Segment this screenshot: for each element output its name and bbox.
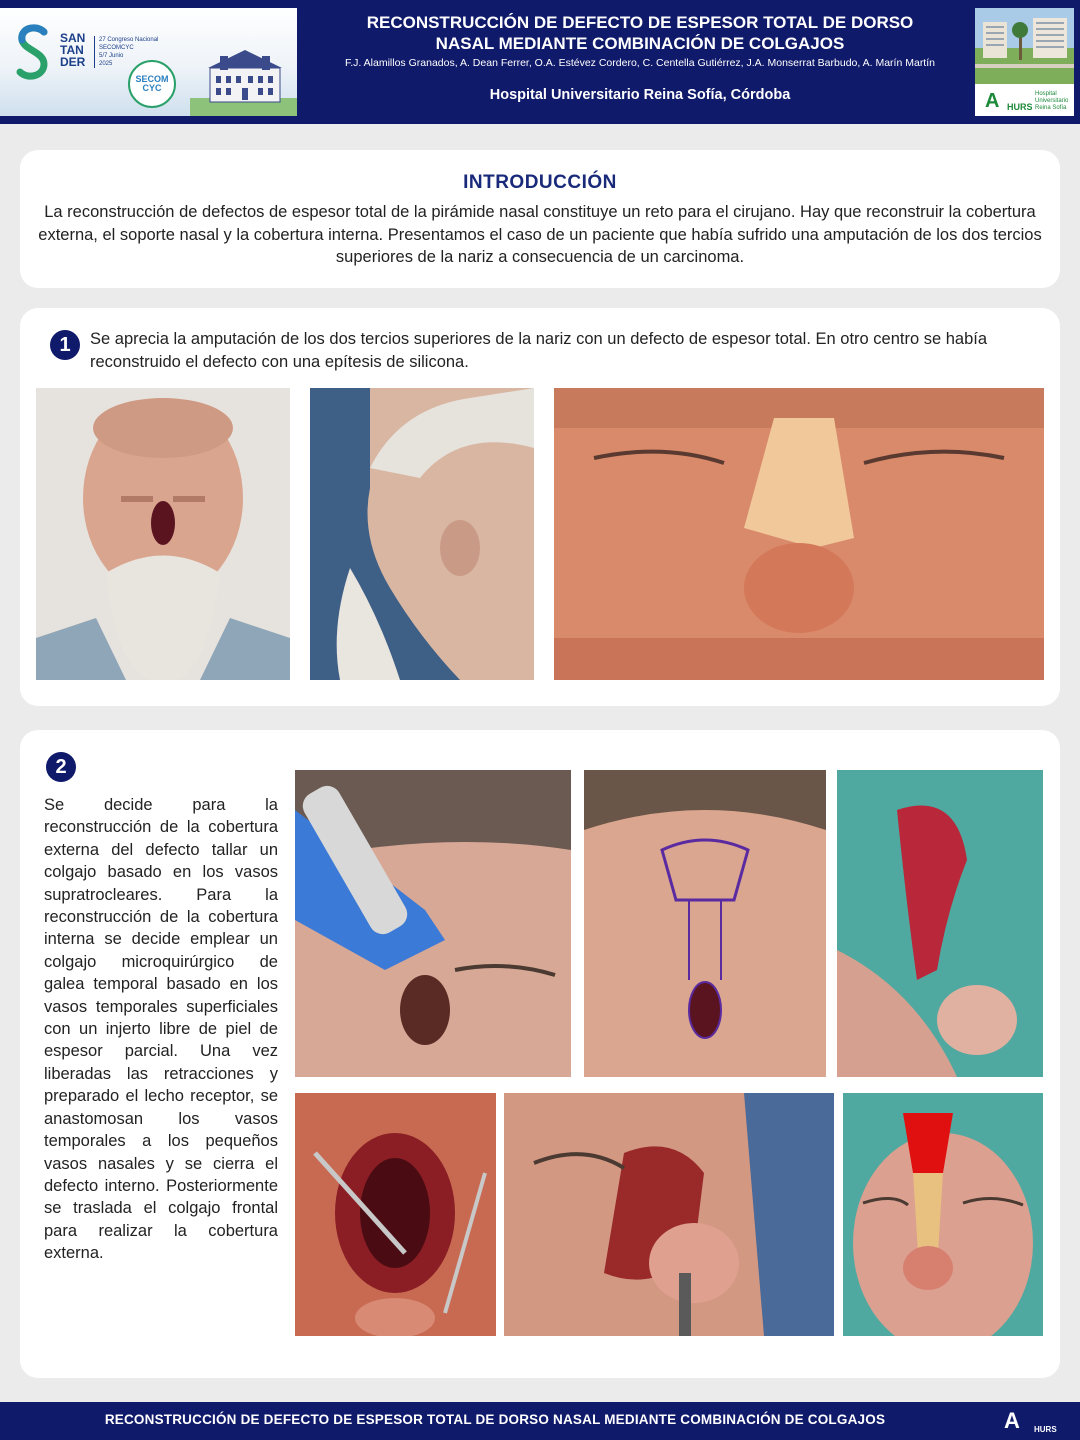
section-2-card [20,730,1060,1378]
palace-illustration [190,38,297,116]
internal-lining-surgery-photo [295,1093,496,1336]
hurs-name-line-3: Reina Sofía [1035,105,1067,111]
introduction-card [20,150,1060,288]
hurs-name-line-1: Hospital [1035,91,1057,97]
society-line-2: CYC [142,83,162,93]
authors-list: F.J. Alamillos Granados, A. Dean Ferrer, O.A. Estévez Cordero, C. Centella Gutiérrez, J.A. Monserrat Barbudo, A. Marín Martín [345,57,935,69]
andalusia-a-icon: A [985,90,1000,112]
section-1-number-badge: 1 [50,330,80,360]
introduction-title: INTRODUCCIÓN [463,172,617,193]
section-2-number-badge: 2 [46,752,76,782]
congress-line-3: 5/7 Junio [99,53,124,59]
poster-header [0,0,1080,124]
section-2-text: Se decide para la reconstrucción de la cobertura externa del defecto tallar un colgajo basado en los vasos supratrocleares. Para la reconstrucción de la cobertura interna se decide emplear un colgajo microquirúrgico de galea temporal basado en los vasos temporales superficiales con un injerto libre de piel de espesor parcial. Una vez liberadas las retracciones y preparado el lecho receptor, se anastomosan los vasos temporales a los pequeños vasos nasales y se cierra el defecto interno. Posteriormente se traslada el colgajo frontal para realizar la cobertura externa. [44,796,278,1263]
city-line-1: SAN [60,31,86,45]
microvascular-anastomosis-photo [504,1093,834,1336]
city-line-2: TAN [60,43,84,57]
hurs-acronym: HURS [1007,102,1033,112]
hurs-fullname [1035,91,1068,112]
footer-hurs-logo [1004,1408,1070,1436]
silicone-epithesis-closeup-photo [554,388,1044,680]
forehead-flap-design-photo [584,770,826,1077]
santander-wordmark [60,32,90,68]
poster-title-line-2: NASAL MEDIANTE COMBINACIÓN DE COLGAJOS [435,34,845,53]
section-1-text: Se aprecia la amputación de los dos tercios superiores de la nariz con un defecto de espesor total. En otro centro se había reconstruido el defecto con una epítesis de silicona. [90,330,988,371]
section-1-card [20,308,1060,706]
santander-s-icon [14,24,52,82]
poster-title-line-1: RECONSTRUCCIÓN DE DEFECTO DE ESPESOR TOTAL DE DORSO [366,13,914,32]
hurs-wordmark [979,88,1070,114]
secomcyc-seal [128,60,176,108]
society-line-1: SECOM [135,74,169,84]
frontal-flap-transfer-photo [843,1093,1043,1336]
congress-logo [0,8,297,116]
poster-footer [0,1402,1080,1440]
hospital-logo [975,8,1074,116]
congress-line-4: 2025 [99,61,113,67]
doppler-vessel-mapping-photo [295,770,571,1077]
footer-hurs-acronym: HURS [1034,1425,1057,1434]
footer-title: RECONSTRUCCIÓN DE DEFECTO DE ESPESOR TOTAL DE DORSO NASAL MEDIANTE COMBINACIÓN DE COLGAJOS [104,1412,886,1427]
congress-line-2: SECOMCYC [99,45,134,51]
congress-line-1: 27 Congreso Nacional [99,37,159,43]
hospital-name: Hospital Universitario Reina Sofía, Córdoba [489,87,791,103]
temporal-galea-flap-photo [837,770,1043,1077]
poster-title [310,12,970,54]
andalusia-a-icon: A [1004,1408,1020,1433]
patient-profile-photo [310,388,534,680]
hospital-building-photo [975,8,1074,84]
hurs-name-line-2: Universitario [1035,98,1069,104]
introduction-text: La reconstrucción de defectos de espesor total de la pirámide nasal constituye un reto para el cirujano. Hay que reconstruir la cobertura externa, el soporte nasal y la cobertura interna. Presentamos el caso de un paciente que había sufrido una amputación de los dos tercios superiores de la nariz a consecuencia de un carcinoma. [38,203,1042,266]
city-line-3: DER [60,55,86,69]
patient-front-photo [36,388,290,680]
